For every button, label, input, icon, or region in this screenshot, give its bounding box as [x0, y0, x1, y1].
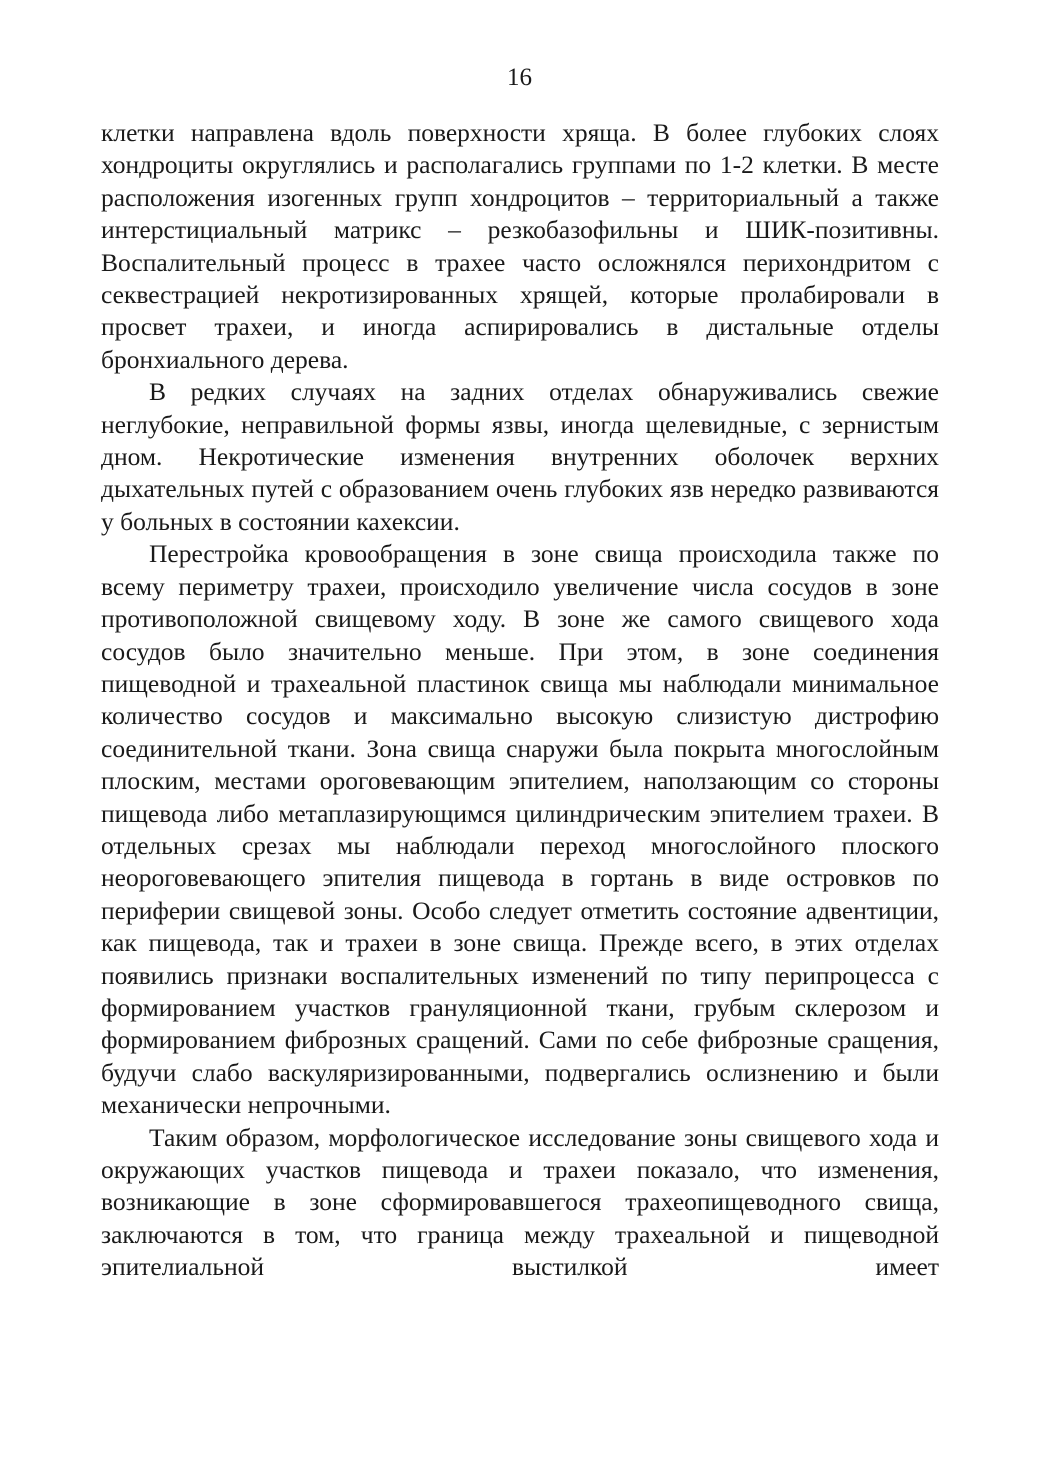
paragraph-rare-cases: В редких случаях на задних отделах обнаруживались свежие неглубокие, неправильной формы язвы, иногда щелевидные, с зернистым дном. Некротические изменения внутренних оболочек верхних дыхательных путей с образованием очень глубоких язв нередко развиваются у больных в состоянии кахексии. — [101, 377, 939, 536]
body-text — [101, 117, 939, 1284]
paragraph-circulation: Перестройка кровообращения в зоне свища происходила также по всему периметру трахеи, происходило увеличение числа сосудов в зоне противоположной свищевому ходу. В зоне же самого свищевого хода сосудов было значительно меньше. При этом, в зоне соединения пищеводной и трахеальной пластинок свища мы наблюдали минимальное количество сосудов и максимально высокую слизистую дистрофию соединительной ткани. Зона свища снаружи была покрыта многослойным плоским, местами ороговевающим эпителием, наползающим со стороны пищевода либо метаплазирующимся цилиндрическим эпителием трахеи. В отдельных срезах мы наблюдали переход многослойного плоского неороговевающего эпителия пищевода в гортань в виде островков по периферии свищевой зоны. Особо следует отметить состояние адвентиции, как пищевода, так и трахеи в зоне свища. Прежде всего, в этих отделах появились признаки воспалительных изменений по типу перипроцесса с формированием участков грануляционной ткани, грубым склерозом и формированием фиброзных сращений. Сами по себе фиброзные сращения, будучи слабо васкуляризированными, подвергались ослизнению и были механически непрочными. — [101, 539, 939, 1120]
paragraph-conclusion: Таким образом, морфологическое исследование зоны свищевого хода и окружающих участков пищевода и трахеи показало, что изменения, возникающие в зоне сформировавшегося трахеопищеводного свища, заключаются в том, что граница между трахеальной и пищеводной эпителиальной выстилкой имеет — [101, 1122, 939, 1282]
page-number: 16 — [507, 64, 532, 91]
paragraph-continuation: клетки направлена вдоль поверхности хряща. В более глубоких слоях хондроциты округлялись и располагались группами по 1-2 клетки. В месте расположения изогенных групп хондроцитов – территориальный а также интерстициальный матрикс – резкобазофильны и ШИК-позитивны. Воспалительный процесс в трахее часто осложнялся перихондритом с секвестрацией некротизированных хрящей, которые пролабировали в просвет трахеи, и иногда аспирировались в дистальные отделы бронхиального дерева. — [101, 118, 939, 374]
